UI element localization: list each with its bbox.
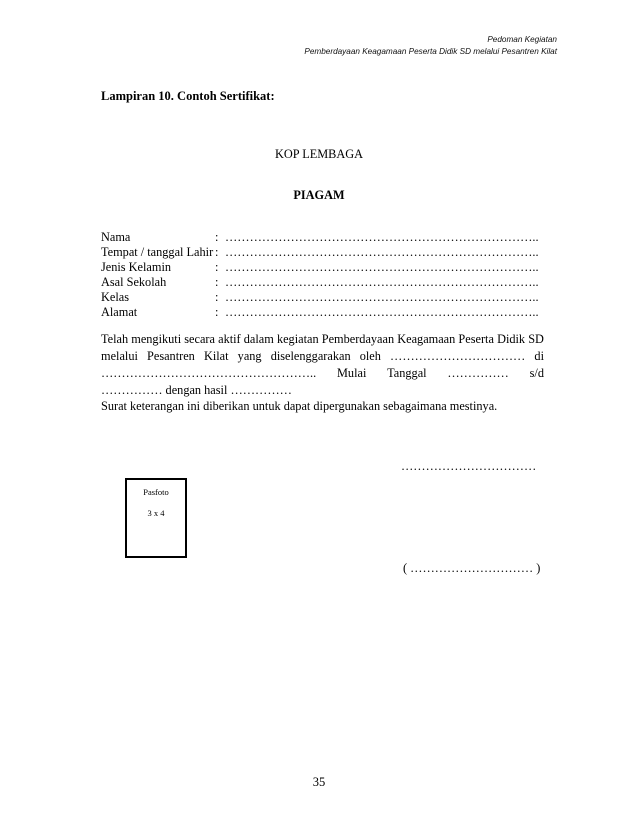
- page-title: Lampiran 10. Contoh Sertifikat:: [101, 89, 275, 103]
- running-header-line2: Pemberdayaan Keagamaan Peserta Didik SD melalui Pesantren Kilat: [304, 47, 557, 56]
- field-colon: :: [215, 275, 219, 289]
- paragraph-word: dalam: [243, 332, 274, 346]
- field-label: Alamat: [101, 305, 138, 319]
- paragraph-word: diselenggarakan: [270, 349, 351, 363]
- field-label: Asal Sekolah: [101, 275, 167, 289]
- paragraph-word: SD: [528, 332, 544, 346]
- photo-size: 3 x 4: [147, 508, 165, 518]
- paragraph-word: yang: [237, 349, 262, 363]
- field-colon: :: [215, 260, 219, 274]
- field-value: …………………………………………………………………..: [225, 260, 539, 274]
- field-row-kelas: [101, 290, 539, 305]
- statement-text: Surat keterangan ini diberikan untuk dapat dipergunakan sebagaimana mestinya.: [101, 399, 498, 413]
- field-colon: :: [215, 230, 219, 244]
- field-label: Jenis Kelamin: [101, 260, 172, 274]
- paragraph-word: s/d: [529, 366, 544, 380]
- paragraph-word: mengikuti: [131, 332, 182, 346]
- photo-box: [125, 478, 187, 558]
- piagam-heading: PIAGAM: [293, 188, 345, 202]
- running-header-line1: Pedoman Kegiatan: [487, 35, 557, 44]
- field-row-jenis-kelamin: [101, 260, 539, 275]
- signature-name: ( ………………………… ): [403, 561, 541, 575]
- field-row-asal-sekolah: [101, 275, 539, 290]
- page-number: 35: [312, 775, 326, 789]
- field-value: …………………………………………………………………..: [225, 245, 539, 259]
- paragraph-word: kegiatan: [276, 332, 319, 346]
- paragraph-word: Peserta: [458, 332, 494, 346]
- paragraph-word: ……………………………: [390, 349, 526, 363]
- field-row-alamat: [101, 305, 539, 320]
- paragraph-word: Didik: [497, 332, 526, 346]
- paragraph-word: oleh: [359, 349, 381, 363]
- paragraph-line-4: [101, 382, 544, 399]
- field-label: Tempat / tanggal Lahir: [101, 245, 214, 259]
- paragraph-word: ……………………………………………..: [101, 366, 317, 380]
- certificate-paragraph: [101, 331, 544, 399]
- field-value: …………………………………………………………………..: [225, 305, 539, 319]
- signature-place-date: ……………………………: [401, 459, 537, 473]
- paragraph-line-4-text: …………… dengan hasil ……………: [101, 383, 292, 397]
- field-value: …………………………………………………………………..: [225, 275, 539, 289]
- field-value: …………………………………………………………………..: [225, 290, 539, 304]
- field-value: …………………………………………………………………..: [225, 230, 539, 244]
- paragraph-line-2: [101, 348, 544, 365]
- field-colon: :: [215, 245, 219, 259]
- paragraph-word: melalui: [101, 349, 138, 363]
- paragraph-word: Pesantren: [147, 349, 195, 363]
- paragraph-word: aktif: [218, 332, 241, 346]
- field-label: Nama: [101, 230, 131, 244]
- paragraph-word: Kilat: [203, 349, 229, 363]
- paragraph-word: secara: [184, 332, 215, 346]
- field-row-tempat-tanggal-lahir: [101, 245, 539, 260]
- kop-lembaga: KOP LEMBAGA: [274, 147, 364, 161]
- paragraph-word: Pemberdayaan: [321, 332, 395, 346]
- paragraph-word: di: [534, 349, 544, 363]
- paragraph-line-3: [101, 365, 544, 382]
- paragraph-word: Tanggal: [387, 366, 427, 380]
- paragraph-word: Mulai: [336, 366, 367, 380]
- paragraph-line-1: [101, 331, 544, 348]
- paragraph-word: Telah: [101, 332, 129, 346]
- paragraph-word: ……………: [447, 366, 509, 380]
- field-label: Kelas: [101, 290, 129, 304]
- photo-label: Pasfoto: [143, 487, 169, 497]
- field-colon: :: [215, 290, 219, 304]
- paragraph-word: Keagamaan: [397, 332, 456, 346]
- field-colon: :: [215, 305, 219, 319]
- field-row-nama: [101, 230, 539, 245]
